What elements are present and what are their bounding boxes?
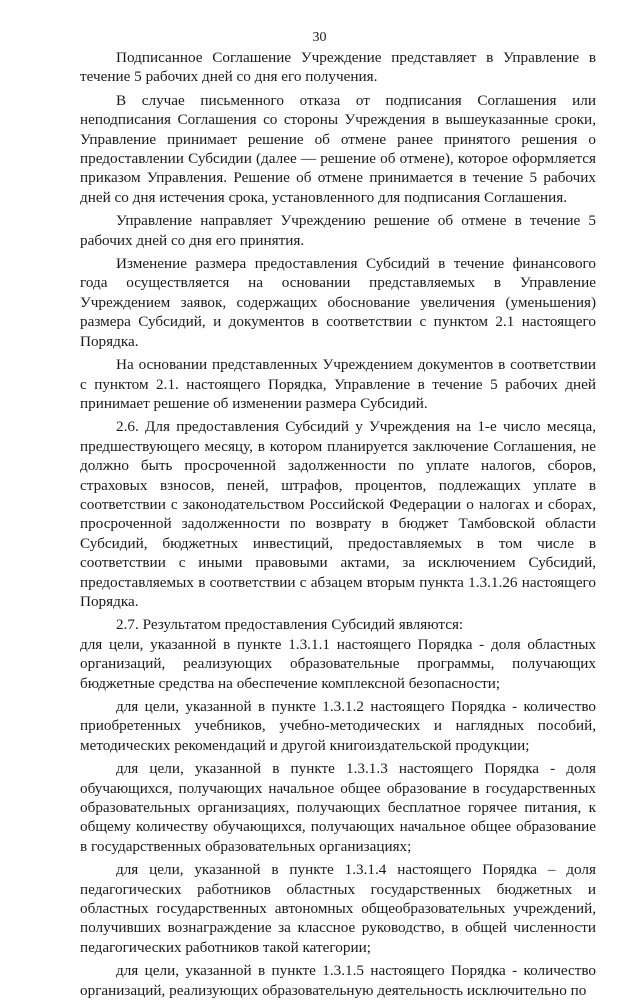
result-item-1-3-1-4: для цели, указанной в пункте 1.3.1.4 настоящего Порядка – доля педагогических работников областных государственных бюджетных и областных государственных автономных общеобразовательных учреждений, получивших вознаграждение за классное руководство, в общей численности педагогических работников такой категории; (80, 861, 596, 956)
paragraph-refusal: В случае письменного отказа от подписания Соглашения или неподписания Соглашения со стороны Учреждения в вышеуказанные сроки, Управление принимает решение об отмене ранее принятого решения о предоставлении Субсидии (далее — решение об отмене), которое оформляется приказом Управления. Решение об отмене принимается в течение 5 рабочих дней со дня истечения срока, установленного для подписания Соглашения. (80, 91, 596, 206)
paragraph-change-decision: На основании представленных Учреждением документов в соответствии с пунктом 2.1. настоящего Порядка, Управление в течение 5 рабочих дней принимает решение об изменении размера Субсидий. (80, 356, 596, 412)
paragraph-2-7: 2.7. Результатом предоставления Субсидий являются: (116, 616, 464, 634)
result-item-1-3-1-3: для цели, указанной в пункте 1.3.1.3 настоящего Порядка - доля обучающихся, получающих начальное общее образование в государственных образовательных организациях, получающих бесплатное горячее питания, к общему количеству обучающихся, получающих начальное общее образование в государственных образовательных организациях; (80, 760, 596, 855)
document-body (80, 48, 596, 1004)
paragraph-submission: Подписанное Соглашение Учреждение представляет в Управление в течение 5 рабочих дней со дня его получения. (80, 49, 596, 86)
page-number: 30 (312, 30, 327, 45)
result-item-1-3-1-5: для цели, указанной в пункте 1.3.1.5 настоящего Порядка - количество организаций, реализующих образовательную деятельность исключительно по (80, 962, 596, 999)
paragraph-cancellation-notice: Управление направляет Учреждению решение об отмене в течение 5 рабочих дней со дня его принятия. (80, 212, 596, 249)
paragraph-2-6: 2.6. Для предоставления Субсидий у Учреждения на 1-е число месяца, предшествующего месяцу, в котором планируется заключение Соглашения, не должно быть просроченной задолженности по уплате налогов, сборов, страховых взносов, пеней, штрафов, процентов, подлежащих уплате в соответствии с законодательством Российской Федерации о налогах и сборах, просроченной задолженности по возврату в бюджет Тамбовской области Субсидий, бюджетных инвестиций, предоставляемых в том числе в соответствии с иными правовыми актами, за исключением Субсидий, предоставляемых в соответствии с абзацем вторым пункта 1.3.1.26 настоящего Порядка. (80, 418, 596, 610)
result-item-1-3-1-2: для цели, указанной в пункте 1.3.1.2 настоящего Порядка - количество приобретенных учебников, учебно-методических и наглядных пособий, методических рекомендаций и другой книгоиздательской продукции; (80, 698, 596, 754)
paragraph-subsidy-change: Изменение размера предоставления Субсидий в течение финансового года осуществляется на основании представляемых в Управление Учреждением заявок, содержащих обоснование увеличения (уменьшения) размера Субсидий, и документов в соответствии с пунктом 2.1 настоящего Порядка. (80, 255, 596, 350)
result-item-1-3-1-1: для цели, указанной в пункте 1.3.1.1 настоящего Порядка - доля областных организаций, реализующих образовательные программы, получающих бюджетные средства на обеспечение комплексной безопасности; (80, 635, 596, 692)
